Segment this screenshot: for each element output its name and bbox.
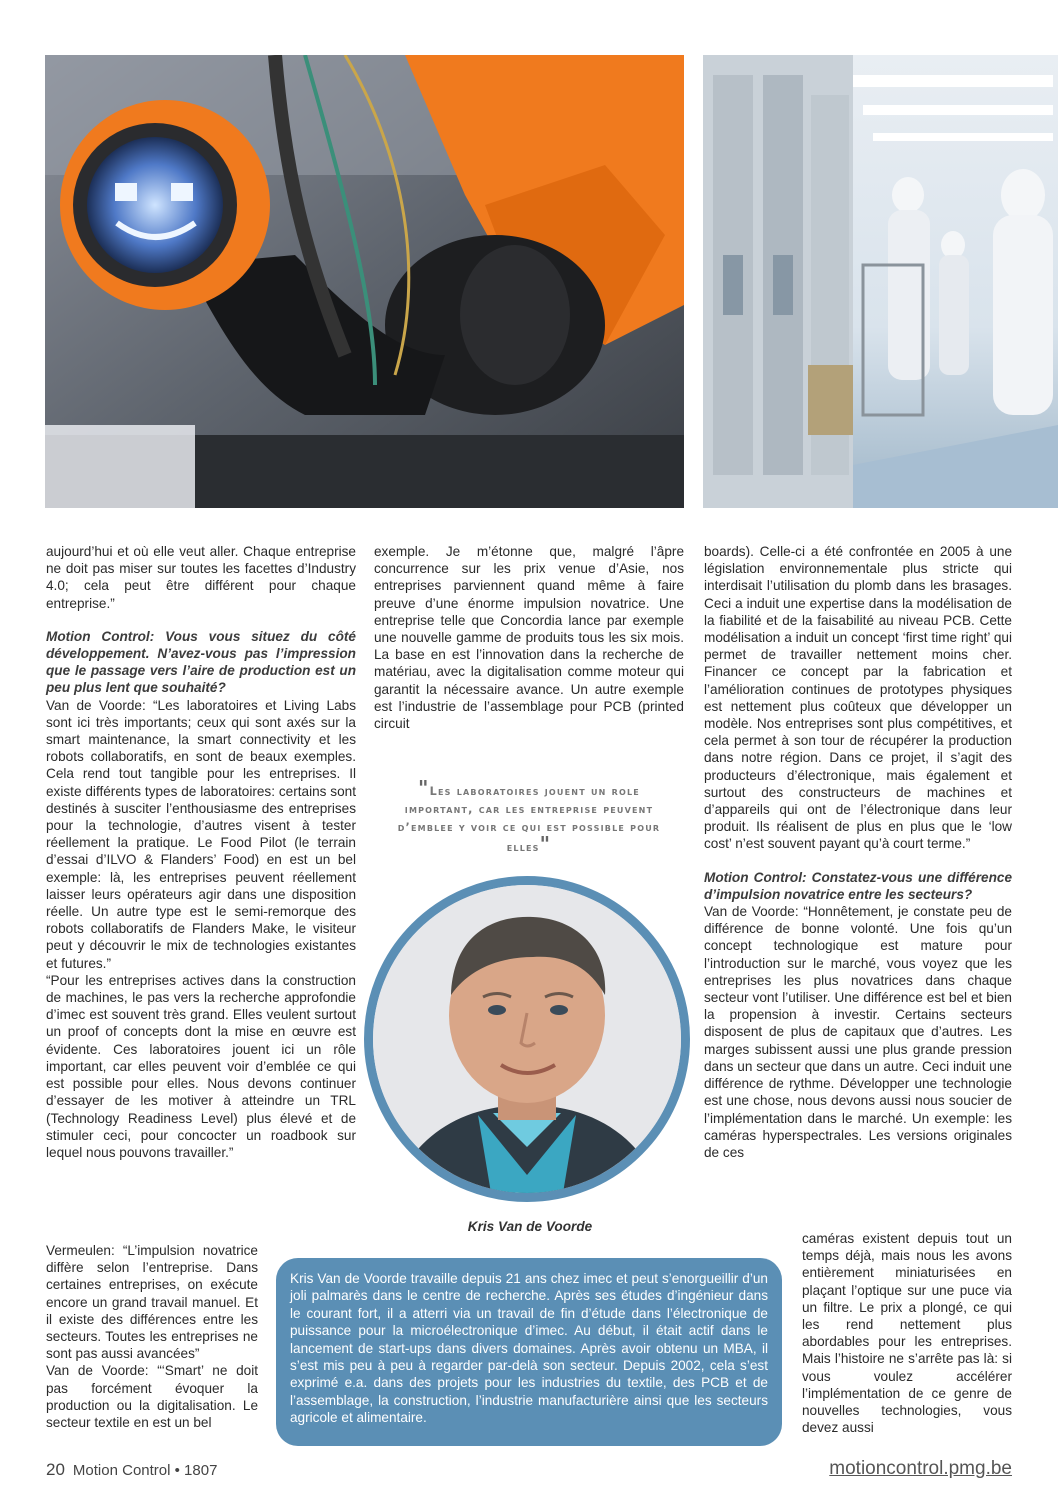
- page-number: 20: [46, 1460, 65, 1479]
- open-quote-mark: ": [418, 776, 430, 800]
- text-column-3-continued: [802, 1230, 1012, 1436]
- paragraph: boards). Celle-ci a été confrontée en 2005 à une législation environnementale plus stricte qui interdisait l’utilisation du plomb dans les brasages. Ceci a induit une expertise dans la modélisation de la fiabilité et de la faisabilité au niveau PCB. Cette modélisation a induit un concept ‘first time right’ qui permet de travailler nettement moins cher. Financer ce concept par la fabrication et l’amélioration continues de prototypes physiques est nettement plus coûteux que développer un modèle. Nos entreprises sont plus compétitives, et cela permet à son tour de récupérer la production dans notre région. Dans ce projet, il s’agit des producteurs d’électronique, mais également et surtout des constructeurs de machines et d’appareils qui ont de l’électronique dans leur produit. Ils réalisent de plus en plus que le ‘low cost’ n’est souvent payant qu’à court terme.”: [704, 544, 1012, 852]
- portrait-photo: [364, 876, 690, 1202]
- interview-question: Motion Control: Constatez-vous une différence d’impulsion novatrice entre les secteurs?: [704, 869, 1012, 902]
- paragraph: “Pour les entreprises actives dans la construction de machines, le pas vers la recherche approfondie d’imec est souvent très grand. Elles veulent surtout un proof of concepts dont la mise en œuvre est évidente. Ces laboratoires jouent ici un rôle important, car elles peuvent voir d’emblée ce qui est possible pour elles. Nous devons continuer d’essayer de les motiver à atteindre un TRL (Technology Readiness Level) plus élevé et de stimuler ceci, pour concocter un roadbook sur lequel nous pouvons travailler.”: [46, 972, 356, 1160]
- text-column-1: [46, 543, 356, 1161]
- paragraph: aujourd’hui et où elle veut aller. Chaque entreprise ne doit pas miser sur toutes les facettes d’Industry 4.0; cela peut être différent pour chaque entreprise.”: [46, 544, 356, 611]
- page-footer: [46, 1460, 217, 1480]
- paragraph: Vermeulen: “L’impulsion novatrice diffère selon l’entreprise. Dans certaines entreprises, on exécute encore un grand travail manuel. Et il existe des différences entre les secteurs. Toutes les entreprises ne sont pas aussi avancées”: [46, 1243, 258, 1362]
- close-quote-mark: ": [539, 832, 552, 857]
- bio-text: Kris Van de Voorde travaille depuis 21 ans chez imec et peut s’enorgueillir d’un joli palmarès dans le centre de recherche. Après ses études d’ingénieur dans le courant fort, il a atterri via un travail de fin d’étude dans l’électronique de puissance pour la microélectronique d’imec. Au début, il était actif dans le lancement de start-ups dans divers domaines. Après avoir obtenu un MBA, il s’est mis peu à peu à regarder par-delà son secteur. Depuis 2002, cela s’est exprimé e.a. dans des projets pour les industries du textile, des PCB et de l’assemblage, la construction, l’industrie manufacturière ainsi que les secteurs agricole et alimentaire.: [290, 1271, 768, 1426]
- text-column-2: [374, 543, 684, 732]
- interview-question: Motion Control: Vous vous situez du côté développement. N’avez-vous pas l’impression que le passage vers l’aire de production est un peu plus lent que souhaité?: [46, 628, 356, 696]
- paragraph: Van de Voorde: “Honnêtement, je constate peu de différence de bonne volonté. Une fois qu’un concept technologique est mature pour l’introduction sur le marché, vous voyez que les entreprises les plus novatrices dans chaque secteur vont l’utiliser. Une différence est bel et bien la propension à investir. Certains secteurs disposent de plus de capitaux que d’autres. Les marges subissent aussi une plus grande pression dans un secteur que dans un autre. Ceci induit une différence de rythme. Développer une technologie est une chose, nous devons aussi nous soucier de l’implémentation dans le marché. Un exemple: les caméras hyperspectrales. Les versions originales de ces: [704, 904, 1012, 1160]
- website-link[interactable]: motioncontrol.pmg.be: [829, 1458, 1012, 1479]
- paragraph: Van de Voorde: “Les laboratoires et Living Labs sont ici très importants; ceux qui sont axés sur la smart maintenance, la smart connectivity et les robots collaboratifs, en sont de beaux exemples. Cela rend tout tangible pour les entreprises. Il existe différents types de laboratoires: certains sont destinés à susciter l’enthousiasme des entreprises pour la technologie, d’autres visent à tester réellement la pratique. Le Food Pilot (le terrain d’essai d’ILVO & Flanders’ Food) en est un bel exemple: là, les entreprises peuvent réellement laisser leurs opérateurs agir dans une disposition réelle. Un autre type est le semi-remorque des robots collaboratifs de Flanders Make, le visiteur peut y découvrir le mix de technologies existantes et futures.”: [46, 697, 356, 971]
- paragraph: exemple. Je m’étonne que, malgré l’âpre concurrence sur les prix venue d’Asie, nos entreprises parviennent quand même à faire preuve d’une énorme impulsion novatrice. Une entreprise telle que Concordia lance par exemple une nouvelle gamme de produits tous les six mois. La base en est l’innovation dans la recherche de matériau, avec la digitalisation comme moteur qui garantit la nécessaire avance. Un autre exemple est l’industrie de l’assemblage pour PCB (printed circuit: [374, 544, 684, 732]
- pull-quote: [382, 776, 676, 857]
- pull-quote-text: Les laboratoires jouent un role important, car les entreprise peuvent d’emblee y voir ce qui est possible pour elles: [397, 785, 661, 855]
- publication-name: Motion Control • 1807: [72, 1462, 218, 1479]
- portrait-caption: Kris Van de Voorde: [467, 1219, 593, 1234]
- text-column-1-continued: [46, 1242, 258, 1431]
- paragraph: Van de Voorde: “‘Smart’ ne doit pas forcément évoquer la production ou la digitalisation. Le secteur textile en est un bel: [46, 1363, 258, 1431]
- paragraph: caméras existent depuis tout un temps déjà, mais nous les avons entièrement miniaturisées en plaçant l’optique sur une puce via un filtre. Le prix a plongé, ce qui les rend nettement plus abordables pour les entreprises. Mais l’histoire ne s’arrête pas là: si vous voulez accélérer l’implémentation de ce genre de nouvelles technologies, vous devez aussi: [802, 1231, 1012, 1436]
- robot-arm-photo: [45, 55, 684, 508]
- bio-box: [276, 1258, 782, 1446]
- cleanroom-photo: [703, 55, 1058, 508]
- text-column-3: [704, 543, 1012, 1161]
